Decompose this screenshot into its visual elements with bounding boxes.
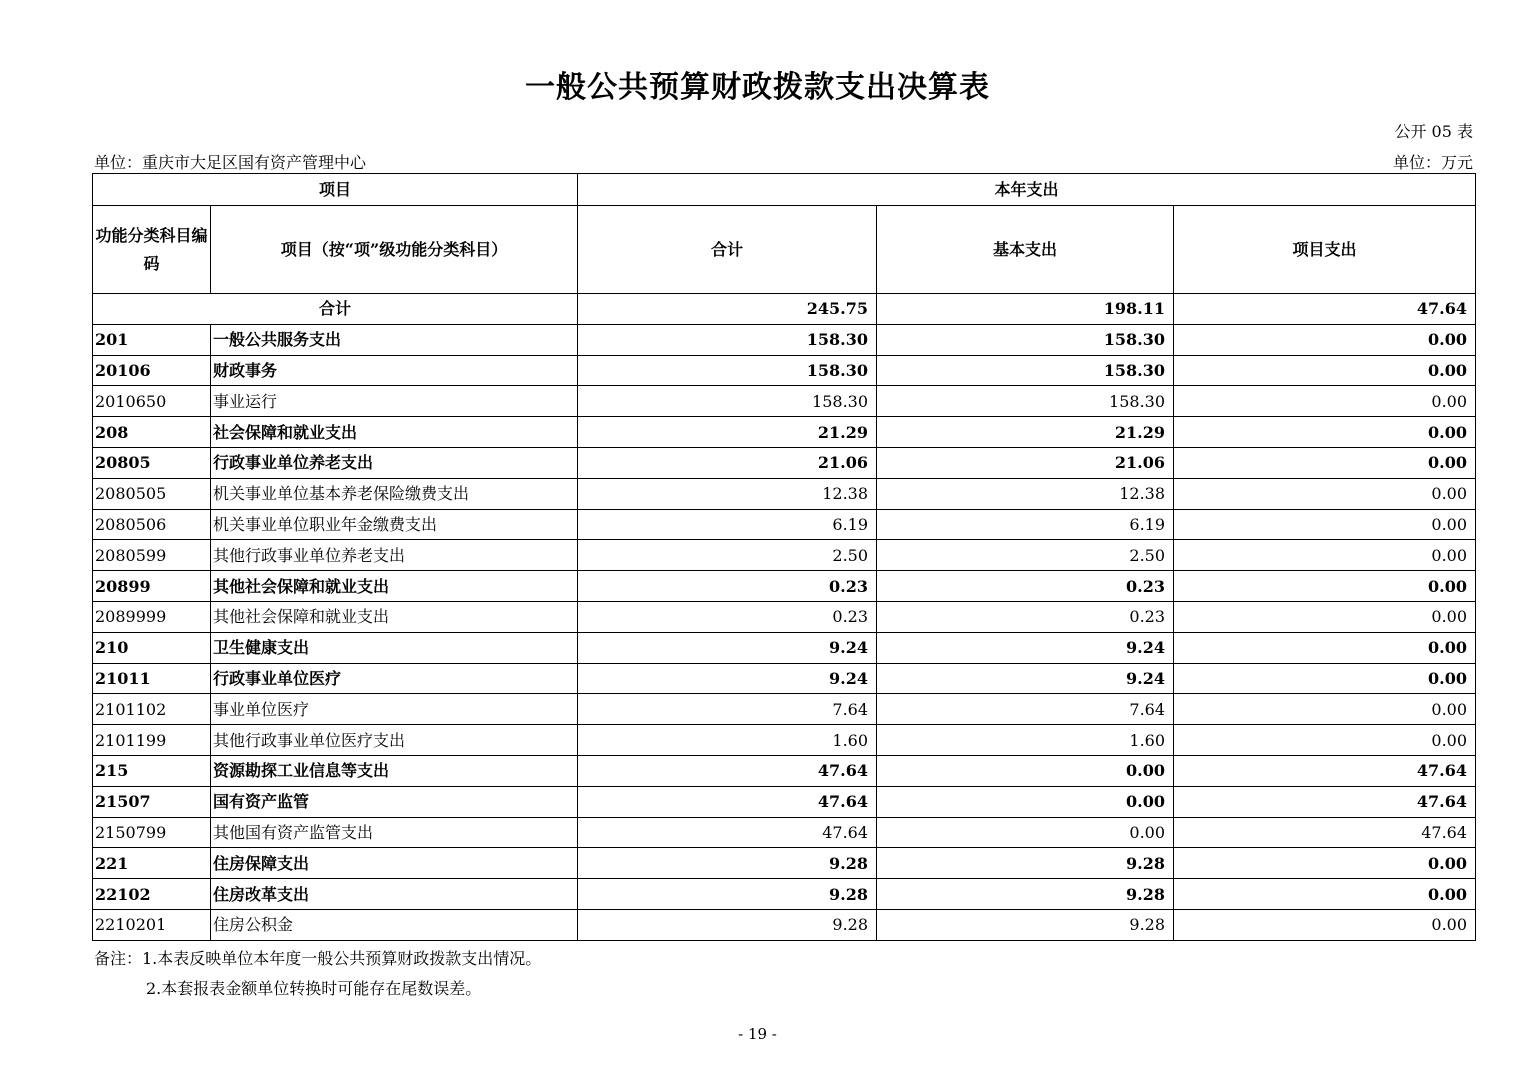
header-basic: 基本支出 [877,206,1174,294]
table-row [93,540,1476,571]
row-project: 0.00 [1174,848,1476,879]
row-code: 20899 [93,571,211,602]
row-total: 158.30 [578,386,877,417]
row-code: 221 [93,848,211,879]
table-row [93,355,1476,386]
row-basic: 0.23 [877,601,1174,632]
table-row [93,725,1476,756]
row-project: 0.00 [1174,909,1476,940]
row-basic: 0.00 [877,755,1174,786]
table-row [93,601,1476,632]
row-total: 9.28 [578,879,877,910]
table-row [93,694,1476,725]
row-basic: 9.24 [877,663,1174,694]
row-name: 行政事业单位养老支出 [211,447,578,478]
row-project: 0.00 [1174,324,1476,355]
row-name: 其他行政事业单位养老支出 [211,540,578,571]
header-item: 项目 [93,174,578,206]
row-basic: 0.00 [877,817,1174,848]
row-total: 158.30 [578,324,877,355]
row-basic: 0.23 [877,571,1174,602]
row-total: 6.19 [578,509,877,540]
row-project: 0.00 [1174,694,1476,725]
row-basic: 158.30 [877,324,1174,355]
row-basic: 21.06 [877,447,1174,478]
table-row [93,786,1476,817]
row-basic: 158.30 [877,355,1174,386]
row-code: 22102 [93,879,211,910]
row-total: 21.06 [578,447,877,478]
row-total: 9.24 [578,663,877,694]
header-year-expense: 本年支出 [578,174,1476,206]
table-row [93,324,1476,355]
row-project: 47.64 [1174,817,1476,848]
row-total: 47.64 [578,817,877,848]
table-row [93,447,1476,478]
row-total: 7.64 [578,694,877,725]
row-code: 2080505 [93,478,211,509]
row-project: 0.00 [1174,632,1476,663]
row-basic: 158.30 [877,386,1174,417]
row-code: 2080506 [93,509,211,540]
row-name: 机关事业单位职业年金缴费支出 [211,509,578,540]
header-row-1 [93,174,1476,206]
page-number: - 19 - [738,1025,777,1043]
row-project: 0.00 [1174,571,1476,602]
row-project: 0.00 [1174,509,1476,540]
row-total: 9.28 [578,848,877,879]
row-total: 9.24 [578,632,877,663]
row-name: 事业运行 [211,386,578,417]
row-name: 国有资产监管 [211,786,578,817]
row-code: 21507 [93,786,211,817]
row-basic: 2.50 [877,540,1174,571]
total-amount: 245.75 [578,294,877,325]
row-project: 0.00 [1174,386,1476,417]
row-project: 0.00 [1174,447,1476,478]
table-row [93,817,1476,848]
row-code: 215 [93,755,211,786]
row-code: 2080599 [93,540,211,571]
table-row [93,509,1476,540]
row-basic: 1.60 [877,725,1174,756]
table-row [93,848,1476,879]
total-basic: 198.11 [877,294,1174,325]
row-project: 0.00 [1174,540,1476,571]
table-row [93,478,1476,509]
row-project: 47.64 [1174,786,1476,817]
row-project: 0.00 [1174,725,1476,756]
row-code: 2010650 [93,386,211,417]
unit-organization: 单位：重庆市大足区国有资产管理中心 [94,153,367,172]
row-basic: 9.24 [877,632,1174,663]
row-code: 2150799 [93,817,211,848]
page-title: 一般公共预算财政拨款支出决算表 [525,70,990,105]
header-code: 功能分类科目编码 [93,206,211,294]
row-name: 住房改革支出 [211,879,578,910]
row-total: 0.23 [578,571,877,602]
row-code: 208 [93,417,211,448]
header-row-2 [93,206,1476,294]
row-code: 2101199 [93,725,211,756]
row-basic: 12.38 [877,478,1174,509]
total-row [93,294,1476,325]
row-project: 47.64 [1174,755,1476,786]
row-total: 158.30 [578,355,877,386]
row-total: 1.60 [578,725,877,756]
header-project: 项目支出 [1174,206,1476,294]
row-basic: 21.29 [877,417,1174,448]
row-name: 行政事业单位医疗 [211,663,578,694]
note-1: 备注：1.本表反映单位本年度一般公共预算财政拨款支出情况。 [94,949,542,968]
row-code: 20805 [93,447,211,478]
row-code: 2210201 [93,909,211,940]
total-label: 合计 [93,294,578,325]
row-name: 其他行政事业单位医疗支出 [211,725,578,756]
row-code: 20106 [93,355,211,386]
row-total: 0.23 [578,601,877,632]
row-project: 0.00 [1174,478,1476,509]
row-total: 21.29 [578,417,877,448]
unit-currency: 单位：万元 [1392,153,1473,172]
table-row [93,755,1476,786]
row-total: 2.50 [578,540,877,571]
table-row [93,879,1476,910]
row-name: 其他国有资产监管支出 [211,817,578,848]
expenditure-table [92,173,1476,941]
row-name: 其他社会保障和就业支出 [211,601,578,632]
row-name: 资源勘探工业信息等支出 [211,755,578,786]
total-project: 47.64 [1174,294,1476,325]
header-name: 项目（按“项”级功能分类科目） [211,206,578,294]
row-basic: 0.00 [877,786,1174,817]
row-total: 47.64 [578,786,877,817]
row-name: 社会保障和就业支出 [211,417,578,448]
row-basic: 9.28 [877,848,1174,879]
row-code: 2101102 [93,694,211,725]
table-row [93,386,1476,417]
row-code: 210 [93,632,211,663]
table-row [93,909,1476,940]
table-row [93,632,1476,663]
row-project: 0.00 [1174,663,1476,694]
table-row [93,571,1476,602]
form-number: 公开 05 表 [1394,122,1473,141]
row-name: 一般公共服务支出 [211,324,578,355]
row-code: 2089999 [93,601,211,632]
row-project: 0.00 [1174,417,1476,448]
row-basic: 6.19 [877,509,1174,540]
row-project: 0.00 [1174,355,1476,386]
row-total: 12.38 [578,478,877,509]
row-name: 机关事业单位基本养老保险缴费支出 [211,478,578,509]
table-row [93,663,1476,694]
row-basic: 7.64 [877,694,1174,725]
row-code: 21011 [93,663,211,694]
row-name: 财政事务 [211,355,578,386]
row-name: 事业单位医疗 [211,694,578,725]
table-row [93,417,1476,448]
row-name: 卫生健康支出 [211,632,578,663]
row-name: 住房公积金 [211,909,578,940]
row-name: 其他社会保障和就业支出 [211,571,578,602]
row-basic: 9.28 [877,879,1174,910]
row-project: 0.00 [1174,879,1476,910]
row-total: 47.64 [578,755,877,786]
row-name: 住房保障支出 [211,848,578,879]
row-project: 0.00 [1174,601,1476,632]
note-2: 2.本套报表金额单位转换时可能存在尾数误差。 [146,979,482,998]
row-total: 9.28 [578,909,877,940]
row-code: 201 [93,324,211,355]
row-basic: 9.28 [877,909,1174,940]
header-total: 合计 [578,206,877,294]
